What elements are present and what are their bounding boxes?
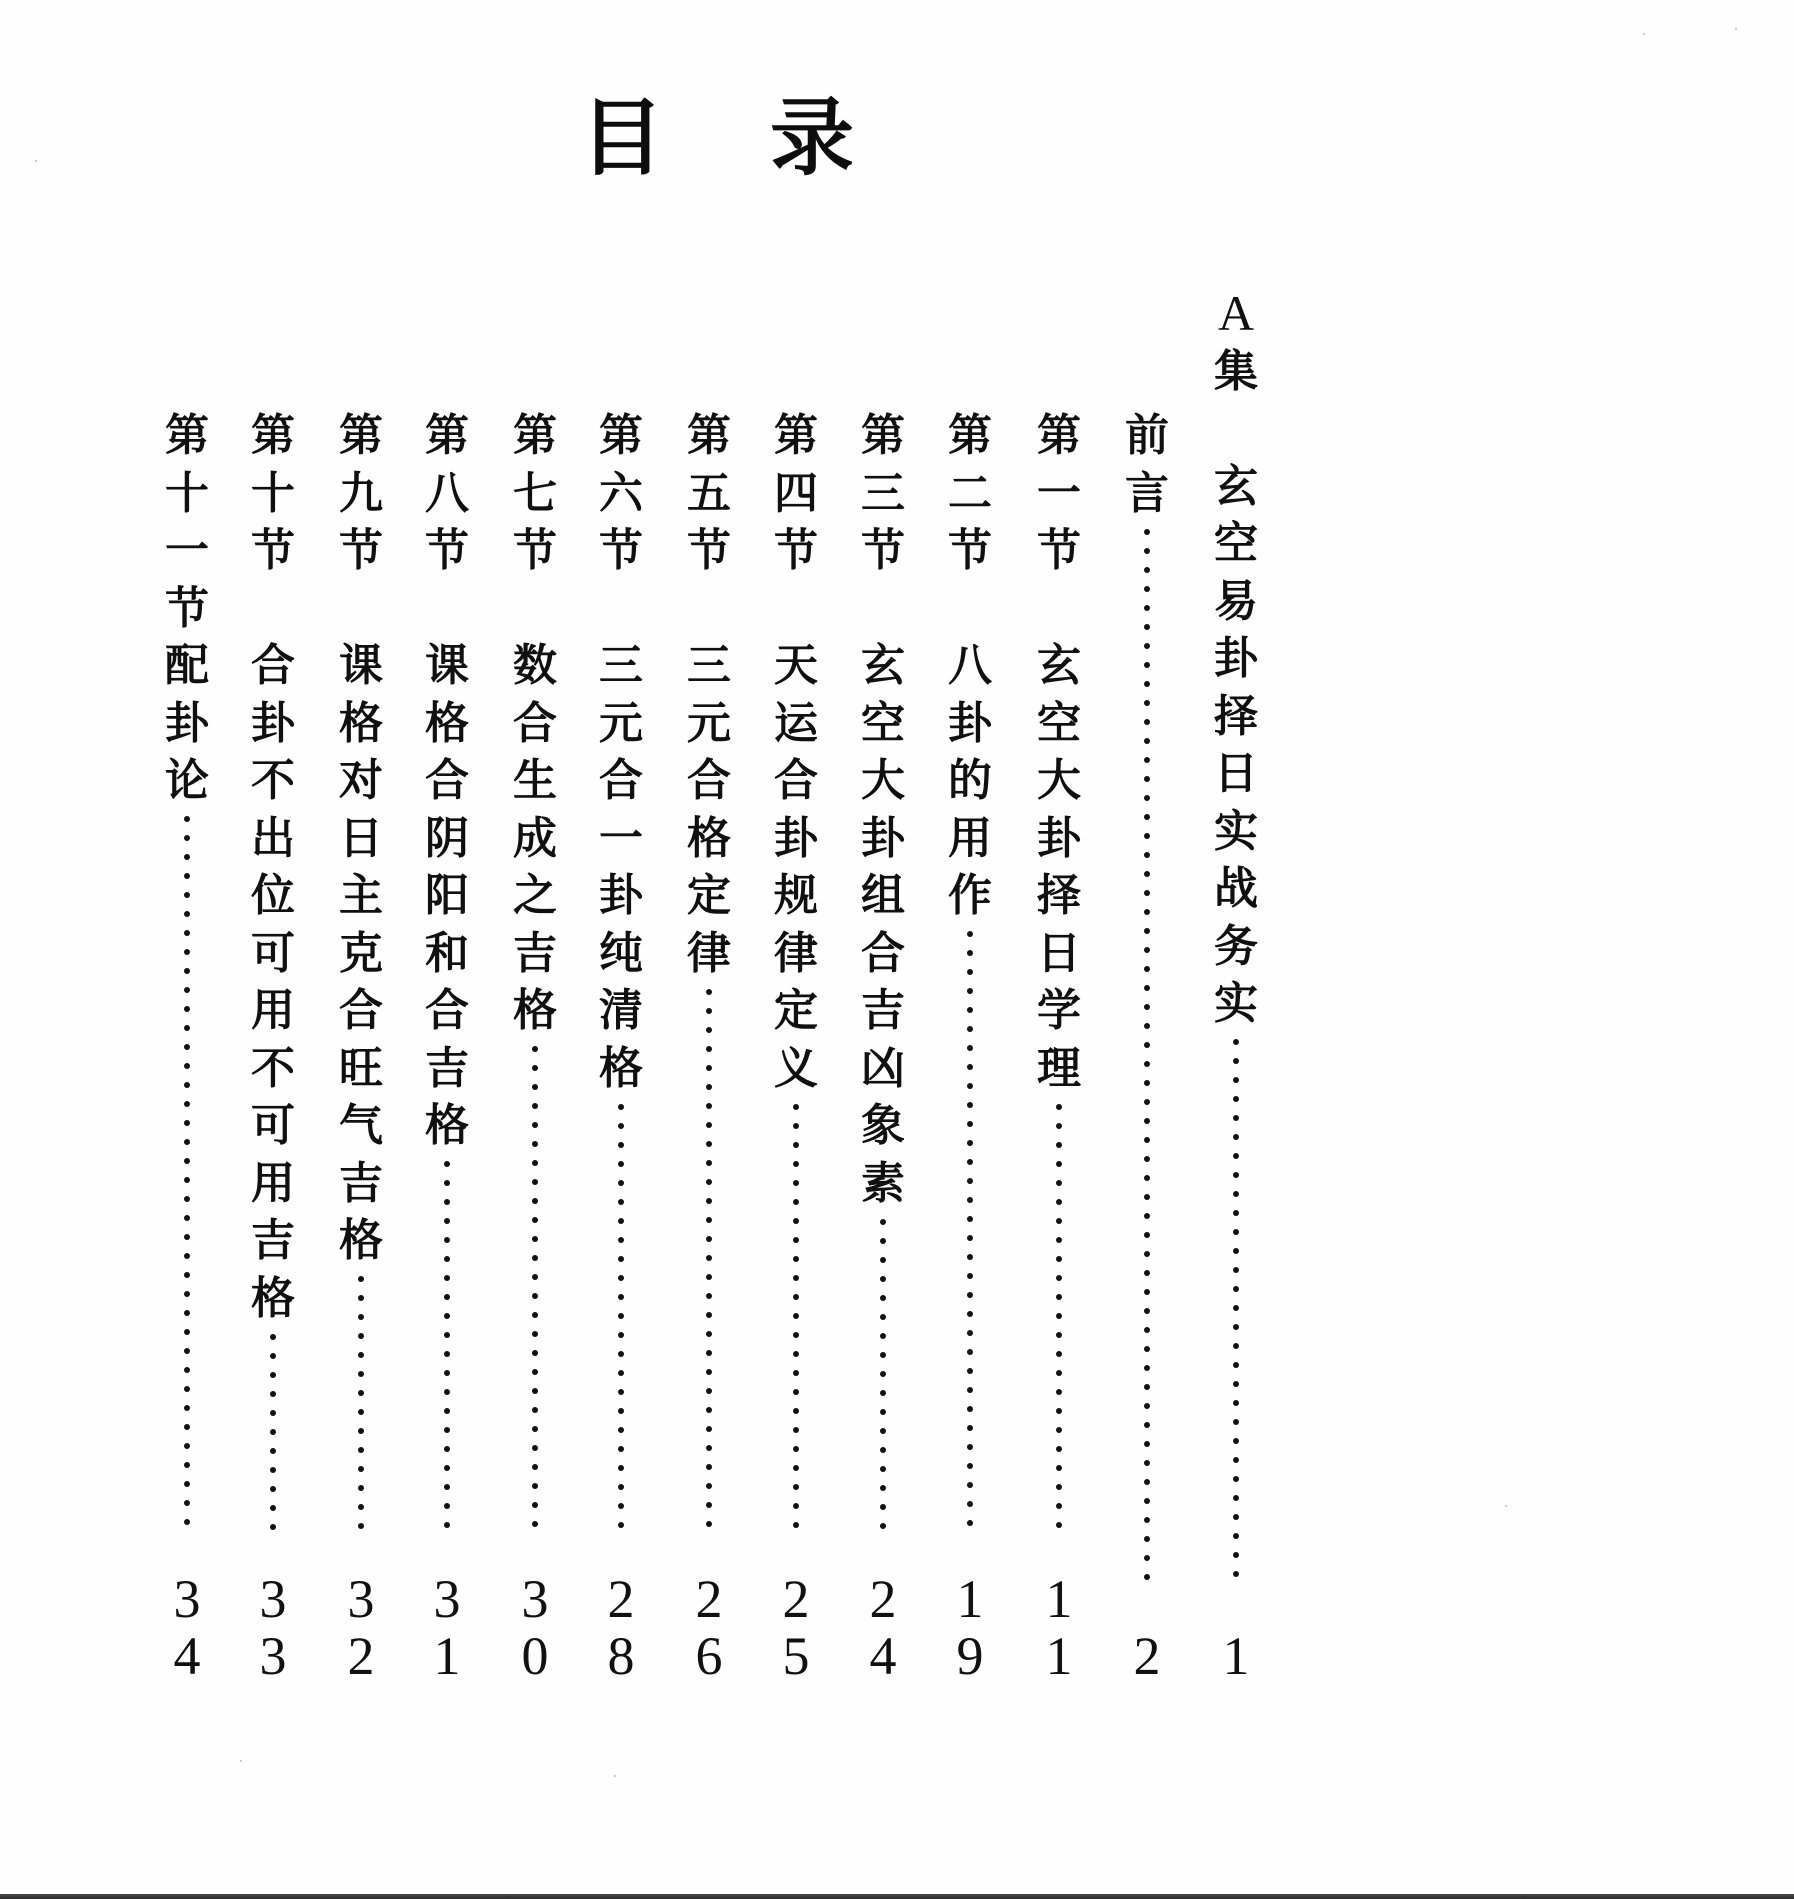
toc-char: 元 [599, 697, 643, 749]
toc-char: 玄 [1214, 460, 1258, 512]
leader-dots [1029, 1097, 1089, 1534]
toc-char: 择 [1037, 870, 1081, 921]
page-number-digit: 5 [782, 1626, 810, 1686]
leader-dots [1117, 522, 1177, 1586]
page-number-digit: 3 [433, 1569, 461, 1629]
toc-entry-2[interactable] [1029, 407, 1089, 1534]
toc-char: 十 [251, 467, 295, 519]
page-number-digit: 3 [259, 1626, 287, 1686]
toc-char: 大 [1037, 755, 1081, 806]
page-number-digit: 8 [607, 1626, 635, 1686]
toc-char: 五 [687, 467, 731, 519]
toc-char: 第 [687, 410, 731, 461]
toc-char: 之 [513, 870, 557, 921]
toc-char [505, 580, 565, 638]
toc-char: 律 [774, 927, 818, 979]
toc-char: 定 [774, 985, 818, 1036]
toc-char: 凶 [861, 1042, 905, 1094]
toc-char: 卦 [165, 697, 209, 749]
toc-char: 课 [339, 640, 383, 691]
toc-char: 卦 [948, 697, 992, 749]
toc-entry-8[interactable] [505, 407, 565, 1534]
toc-char: 第 [513, 410, 557, 461]
toc-char: 格 [513, 985, 557, 1036]
toc-char: 格 [687, 812, 731, 864]
toc-char: 实 [1214, 805, 1258, 857]
toc-char: 易 [1214, 575, 1258, 627]
toc-char: 象 [861, 1100, 905, 1151]
toc-char [417, 580, 477, 638]
toc-char: 学 [1037, 985, 1081, 1036]
toc-char [243, 580, 303, 638]
leader-dots [853, 1212, 913, 1535]
page-number-digit: 2 [607, 1569, 635, 1629]
toc-char: 吉 [861, 985, 905, 1036]
page-title-char: 目 [580, 88, 665, 187]
toc-char: 言 [1125, 467, 1169, 519]
toc-entry-3[interactable] [940, 407, 1000, 1533]
toc-char: 第 [774, 410, 818, 461]
toc-char: 规 [774, 870, 818, 921]
toc-char: 对 [339, 755, 383, 806]
toc-char: 第 [861, 410, 905, 461]
bottom-edge-bar [0, 1894, 1794, 1899]
page-number-digit: 1 [1222, 1626, 1250, 1686]
toc-char: 元 [687, 697, 731, 749]
toc-entry-10[interactable] [331, 407, 391, 1536]
toc-char: 不 [251, 1042, 295, 1094]
toc-char: 一 [1037, 467, 1081, 519]
toc-char: 可 [251, 1100, 295, 1151]
leader-dots [1206, 1033, 1266, 1584]
toc-char: 节 [599, 525, 643, 576]
page-number-digit: 1 [433, 1626, 461, 1686]
toc-char: 六 [599, 467, 643, 519]
toc-char: 不 [251, 755, 295, 806]
toc-char: 旺 [339, 1042, 383, 1094]
toc-char: 玄 [861, 640, 905, 691]
toc-char: 的 [948, 755, 992, 806]
toc-char: 大 [861, 755, 905, 806]
toc-char: 吉 [251, 1215, 295, 1266]
toc-char: 节 [513, 525, 557, 576]
leader-dots [940, 925, 1000, 1533]
toc-char: 纯 [599, 927, 643, 979]
leader-dots [679, 982, 739, 1533]
toc-char: 合 [513, 697, 557, 749]
toc-char: 卦 [1037, 812, 1081, 864]
toc-char: 空 [1214, 518, 1258, 569]
toc-char: 实 [1214, 978, 1258, 1029]
toc-char: 第 [425, 410, 469, 461]
toc-char: 吉 [513, 927, 557, 979]
toc-char: 节 [1037, 525, 1081, 576]
toc-char: 配 [165, 640, 209, 691]
toc-char: 日 [339, 812, 383, 864]
toc-char: 和 [425, 927, 469, 979]
toc-char: 战 [1214, 863, 1258, 914]
toc-char: 节 [948, 525, 992, 576]
page-title-char: 录 [770, 88, 855, 187]
toc-char: 清 [599, 985, 643, 1036]
toc-char: 阴 [425, 812, 469, 864]
leader-dots [591, 1097, 651, 1534]
page-number-digit: 6 [695, 1626, 723, 1686]
toc-entry-4[interactable] [853, 407, 913, 1535]
page-number-digit: 9 [956, 1626, 984, 1686]
toc-char: 务 [1214, 920, 1258, 972]
toc-char: 格 [599, 1042, 643, 1094]
toc-char: 克 [339, 927, 383, 979]
toc-char: 卦 [599, 870, 643, 921]
toc-char [940, 580, 1000, 638]
page-title [580, 88, 880, 188]
toc-char: 空 [861, 697, 905, 749]
leader-dots [505, 1040, 565, 1534]
toc-char: 运 [774, 697, 818, 749]
toc-char: 二 [948, 467, 992, 519]
page-number-digit: 2 [1133, 1626, 1161, 1686]
page-number-digit: 2 [782, 1569, 810, 1629]
toc-entry-1[interactable] [1117, 407, 1177, 1586]
toc-char [766, 580, 826, 638]
toc-char: 作 [948, 870, 992, 921]
toc-char: 第 [165, 410, 209, 461]
leader-dots [157, 810, 217, 1532]
toc-char: 节 [774, 525, 818, 576]
page-number-digit: 3 [259, 1569, 287, 1629]
toc-char: 合 [774, 755, 818, 806]
toc-char: 气 [339, 1100, 383, 1151]
page-number-digit: 2 [695, 1569, 723, 1629]
toc-char: 格 [339, 1215, 383, 1266]
toc-char: 合 [687, 755, 731, 806]
toc-char [1206, 400, 1266, 458]
toc-char: 第 [339, 410, 383, 461]
toc-char: 八 [425, 467, 469, 519]
toc-char: 生 [513, 755, 557, 806]
toc-char: 集 [1214, 345, 1258, 397]
page-number-digit: 3 [173, 1569, 201, 1629]
toc-char: 出 [251, 812, 295, 864]
toc-char [591, 580, 651, 638]
toc-char: 合 [425, 755, 469, 806]
toc-char: 格 [339, 697, 383, 749]
toc-char: 日 [1214, 748, 1258, 799]
toc-char: 四 [774, 467, 818, 519]
toc-char: 卦 [251, 697, 295, 749]
page-number-digit: 3 [521, 1569, 549, 1629]
toc-entry-11[interactable] [243, 407, 303, 1536]
toc-char: 课 [425, 640, 469, 691]
toc-char: 合 [251, 640, 295, 691]
toc-entry-9[interactable] [417, 407, 477, 1535]
toc-char: 一 [165, 525, 209, 576]
toc-char: 格 [425, 697, 469, 749]
page-number-digit: 4 [869, 1626, 897, 1686]
toc-char: 卦 [774, 812, 818, 864]
page-number-digit: 1 [1045, 1569, 1073, 1629]
toc-char: 格 [251, 1272, 295, 1324]
toc-char: 组 [861, 870, 905, 921]
toc-char: 位 [251, 870, 295, 921]
page-number-digit: 1 [1045, 1626, 1073, 1686]
toc-char [679, 580, 739, 638]
toc-char: 格 [425, 1100, 469, 1151]
toc-char: 节 [251, 525, 295, 576]
toc-char: 第 [948, 410, 992, 461]
toc-char: A [1217, 285, 1255, 341]
toc-char: 素 [861, 1157, 905, 1209]
toc-char: 三 [599, 640, 643, 691]
toc-entry-7[interactable] [591, 407, 651, 1534]
toc-char: 一 [599, 812, 643, 864]
toc-char: 用 [948, 812, 992, 864]
toc-char: 节 [861, 525, 905, 576]
toc-char: 十 [165, 467, 209, 519]
toc-char: 节 [687, 525, 731, 576]
toc-char: 第 [599, 410, 643, 461]
leader-dots [417, 1155, 477, 1535]
toc-char: 前 [1125, 410, 1169, 461]
toc-volume-a[interactable] [1206, 285, 1266, 1584]
toc-char: 用 [251, 985, 295, 1036]
toc-char: 用 [251, 1157, 295, 1209]
toc-char: 择 [1214, 690, 1258, 742]
toc-char: 第 [251, 410, 295, 461]
toc-char: 三 [861, 467, 905, 519]
toc-char: 日 [1037, 927, 1081, 979]
toc-entry-6[interactable] [679, 407, 739, 1533]
toc-char [331, 580, 391, 638]
leader-dots [243, 1327, 303, 1536]
toc-char: 九 [339, 467, 383, 519]
toc-char [853, 580, 913, 638]
toc-char: 阳 [425, 870, 469, 921]
toc-char: 成 [513, 812, 557, 864]
toc-char: 三 [687, 640, 731, 691]
toc-char: 吉 [425, 1042, 469, 1094]
page-number-digit: 3 [347, 1569, 375, 1629]
page-number-digit: 4 [173, 1626, 201, 1686]
toc-char: 合 [425, 985, 469, 1036]
toc-char: 节 [339, 525, 383, 576]
toc-char: 吉 [339, 1157, 383, 1209]
toc-char: 合 [339, 985, 383, 1036]
toc-char: 合 [861, 927, 905, 979]
page-number-digit: 0 [521, 1626, 549, 1686]
toc-char: 节 [165, 582, 209, 634]
toc-entry-12[interactable] [157, 407, 217, 1532]
toc-char: 第 [1037, 410, 1081, 461]
toc-char: 玄 [1037, 640, 1081, 691]
toc-char: 卦 [1214, 633, 1258, 684]
toc-char: 律 [687, 927, 731, 979]
toc-char: 合 [599, 755, 643, 806]
toc-char: 数 [513, 640, 557, 691]
toc-char: 理 [1037, 1042, 1081, 1094]
leader-dots [331, 1270, 391, 1536]
toc-char: 定 [687, 870, 731, 921]
toc-char: 义 [774, 1042, 818, 1094]
toc-char: 八 [948, 640, 992, 691]
toc-char: 天 [774, 640, 818, 691]
toc-char: 论 [165, 755, 209, 806]
toc-char: 可 [251, 927, 295, 979]
toc-entry-5[interactable] [766, 407, 826, 1534]
toc-char: 空 [1037, 697, 1081, 749]
toc-char: 主 [339, 870, 383, 921]
toc-char: 节 [425, 525, 469, 576]
toc-char [1029, 580, 1089, 638]
page-number-digit: 2 [347, 1626, 375, 1686]
leader-dots [766, 1097, 826, 1534]
toc-char: 七 [513, 467, 557, 519]
toc-char: 卦 [861, 812, 905, 864]
page-number-digit: 1 [956, 1569, 984, 1629]
page-number-digit: 2 [869, 1569, 897, 1629]
